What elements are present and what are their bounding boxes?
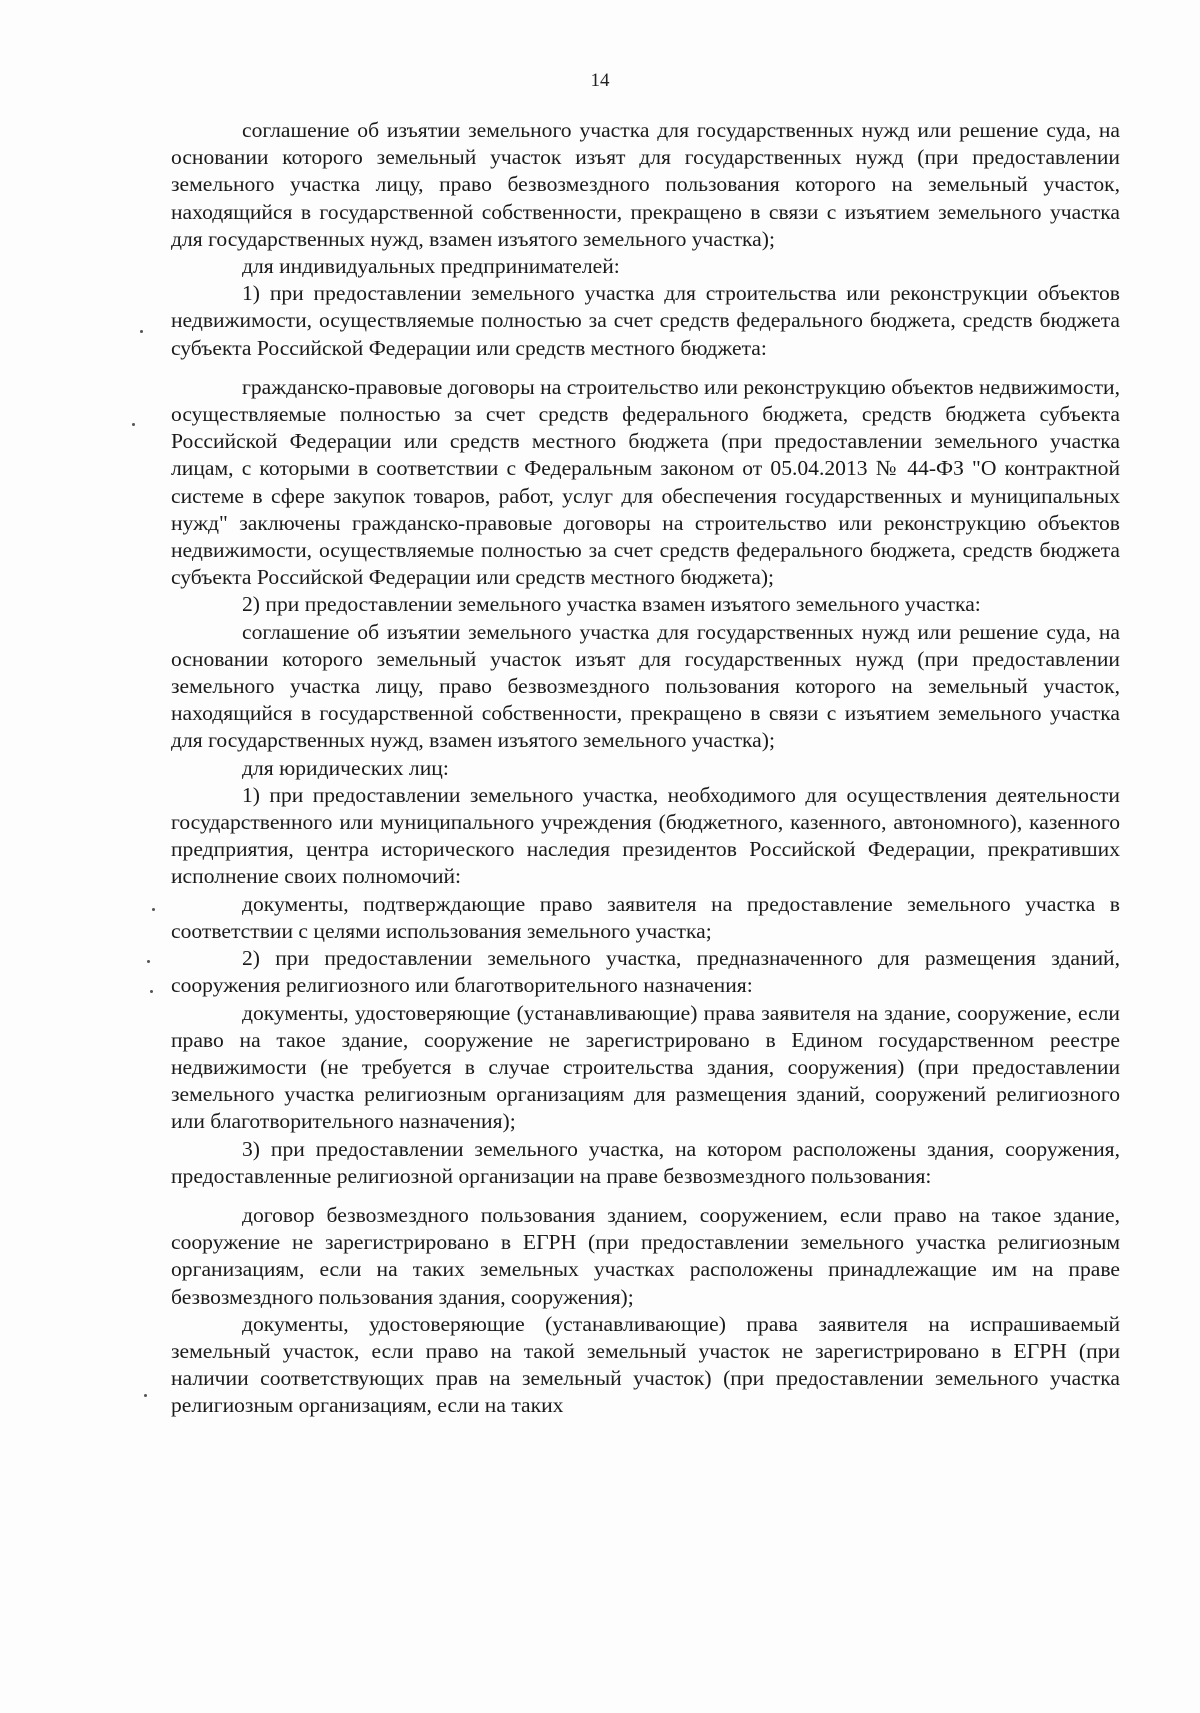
paragraph: договор безвозмездного пользования зданием, сооружением, если право на такое здание, сооружение не зарегистрировано в ЕГРН (при предоставлении земельного участка религиозным организациям, если на таких земельных участках расположены принадлежащие им на праве безвозмездного пользования здания, сооружения); [171,1202,1120,1309]
paragraph: для индивидуальных предпринимателей: [242,254,620,279]
paragraph: 1) при предоставлении земельного участка для строительства или реконструкции объектов недвижимости, осуществляемые полностью за счет средств федерального бюджета, средств бюджета субъекта Российской Федерации или средств местного бюджета: [171,281,1120,360]
paragraph: соглашение об изъятии земельного участка для государственных нужд или решение суда, на основании которого земельный участок изъят для государственных нужд (при предоставлении земельного участка лицу, право безвозмездного пользования которого на земельный участок, находящийся в государственной собственности, прекращено в связи с изъятием земельного участка для государственных нужд, взамен изъятого земельного участка); [171,118,1120,251]
scan-speck [140,330,143,333]
scan-speck [144,1394,147,1397]
paragraph: 1) при предоставлении земельного участка, необходимого для осуществления деятельности государственного или муниципального учреждения (бюджетного, казенного, автономного), казенного предприятия, центра исторического наследия президентов Российской Федерации, прекративших исполнение своих полномочий: [171,782,1120,889]
paragraph: 2) при предоставлении земельного участка, предназначенного для размещения зданий, сооружения религиозного или благотворительного назначения: [171,946,1120,998]
paragraph: документы, удостоверяющие (устанавливающие) права заявителя на испрашиваемый земельный участок, если право на такой земельный участок не зарегистрировано в ЕГРН (при наличии соответствующих прав на земельный участок) (при предоставлении земельного участка религиозным организациям, если на таких [171,1311,1120,1418]
paragraph: соглашение об изъятии земельного участка для государственных нужд или решение суда, на основании которого земельный участок изъят для государственных нужд (при предоставлении земельного участка лицу, право безвозмездного пользования которого на земельный участок, находящийся в государственной собственности, прекращено в связи с изъятием земельного участка для государственных нужд, взамен изъятого земельного участка); [171,619,1120,753]
paragraph: 3) при предоставлении земельного участка, на котором расположены здания, сооружения, предоставленные религиозной организации на праве безвозмездного пользования: [171,1136,1120,1188]
paragraph: документы, подтверждающие право заявителя на предоставление земельного участка в соответствии с целями использования земельного участка; [171,891,1120,943]
scan-speck [147,960,150,963]
scan-speck [152,908,155,911]
paragraph: гражданско-правовые договоры на строительство или реконструкцию объектов недвижимости, осуществляемые полностью за счет средств федерального бюджета, средств бюджета субъекта Российской Федерации или средств местного бюджета (при предоставлении земельного участка лицам, с которыми в соответствии с Федеральным законом от 05.04.2013 № 44-ФЗ "О контрактной системе в сфере закупок товаров, работ, услуг для обеспечения государственных и муниципальных нужд" заключены гражданско-правовые договоры на строительство или реконструкцию объектов недвижимости, осуществляемые полностью за счет средств федерального бюджета, средств бюджета субъекта Российской Федерации или средств местного бюджета); [171,374,1120,590]
paragraph: для юридических лиц: [242,755,449,780]
page-number: 14 [590,70,610,91]
paragraph: 2) при предоставлении земельного участка взамен изъятого земельного участка: [242,592,981,617]
document-body [171,117,1120,1420]
scan-speck [150,990,153,993]
scan-speck [132,423,135,426]
paragraph: документы, удостоверяющие (устанавливающие) права заявителя на здание, сооружение, если право на такое здание, сооружение не зарегистрировано в Едином государственном реестре недвижимости (не требуется в случае строительства здания, сооружения) (при предоставлении земельного участка религиозным организациям для размещения зданий, сооружений религиозного или благотворительного назначения); [171,1000,1120,1134]
